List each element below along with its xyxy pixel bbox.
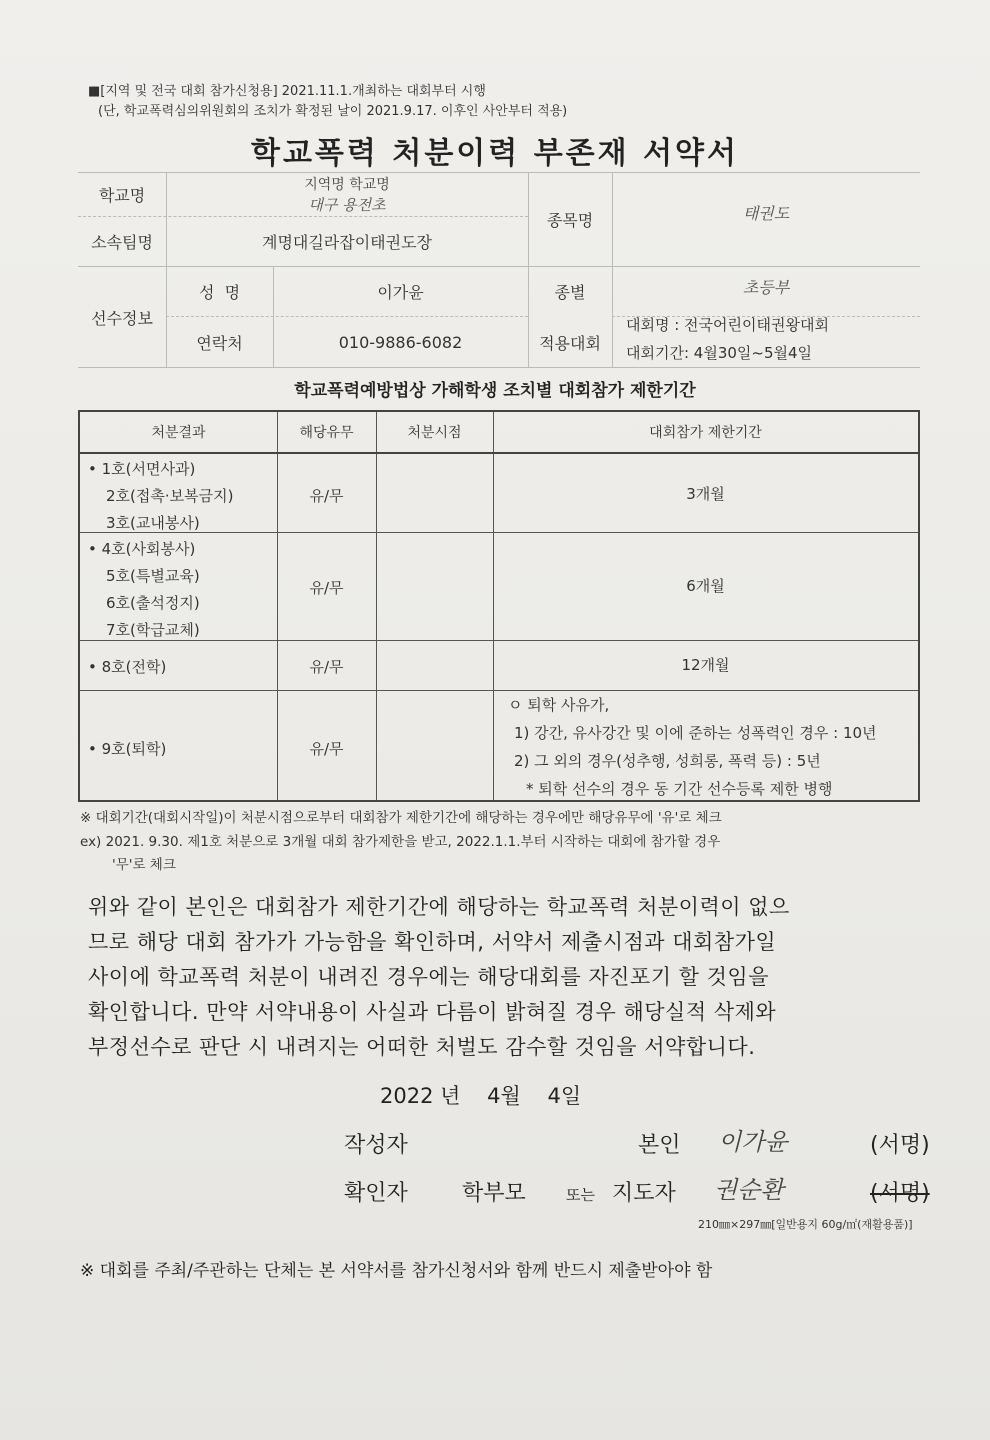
writer-label: 작성자 [344,1133,408,1158]
measure-item: • 9호(퇴학) [88,740,167,758]
competition-period: 대회기간: 4월30일~5월4일 [626,344,813,362]
self-label: 본인 [638,1133,681,1158]
pledge-paragraph [88,890,928,1065]
restriction-subtitle: 학교폭력예방법상 가해학생 조치별 대회참가 제한기간 [294,381,696,401]
header-line-2: (단, 학교폭력심의위원회의 조치가 확정된 날이 2021.9.17. 이후인 사안부터 적용) [98,104,568,119]
contact-label: 연락처 [196,333,243,353]
footer-note: ※ 대회를 주최/주관하는 단체는 본 서약서를 참가신청서와 함께 반드시 제출받아야 함 [80,1261,713,1281]
coach-sign-mark: (서명) [870,1181,930,1206]
row-divider [80,452,918,454]
team-label: 소속팀명 [91,232,153,252]
row-divider [80,640,918,641]
period-line: 2) 그 외의 경우(성추행, 성희롱, 폭력 등) : 5년 [514,752,821,770]
header-time: 처분시점 [407,425,462,441]
school-value: 대구 용전초 [308,196,386,214]
school-label: 학교명 [98,185,146,205]
measure-item: 2호(접촉·보복금지) [106,487,234,505]
divider [493,412,494,800]
measure-item: 3호(교내봉사) [106,514,200,532]
school-hint: 지역명 학교명 [304,177,390,193]
pledge-line: 부정선수로 판단 시 내려지는 어떠한 처벌도 감수할 것임을 서약합니다. [88,1035,756,1059]
coach-label: 지도자 [612,1181,676,1206]
applicable-value: 유/무 [309,487,344,505]
applicable-value: 유/무 [309,658,344,676]
measure-item: • 4호(사회봉사) [88,540,196,558]
divider [376,412,377,800]
restriction-table [78,410,920,802]
self-signature: 이가윤 [718,1128,788,1156]
applicable-value: 유/무 [309,579,344,597]
note-1: ※ 대회기간(대회시작일)이 처분시점으로부터 대회참가 제한기간에 해당하는 경우에만 해당유무에 '유'로 체크 [80,810,722,826]
name-label: 성 명 [198,282,241,302]
period-value: 12개월 [681,656,730,674]
measure-item: 6호(출석정지) [106,594,200,612]
pledge-line: 사이에 학교폭력 처분이 내려진 경우에는 해당대회를 자진포기 할 것임을 [88,965,769,989]
contact-value: 010-9886-6082 [338,332,463,352]
team-value: 계명대길라잡이태권도장 [261,232,433,252]
event-label: 종목명 [546,210,594,230]
header-applicable: 해당유무 [299,425,354,441]
measure-item: • 8호(전학) [88,658,167,676]
parent-label: 학부모 [462,1181,526,1206]
measure-item: 5호(특별교육) [106,567,200,585]
name-value: 이가윤 [377,282,424,302]
competition-name: 대회명 : 전국어린이태권왕대회 [626,316,829,334]
period-value: 6개월 [686,577,725,595]
period-line: 1) 강간, 유사강간 및 이에 준하는 성폭력인 경우 : 10년 [514,724,877,742]
note-2: ex) 2021. 9.30. 제1호 처분으로 3개월 대회 참가제한을 받고, 2022.1.1.부터 시작하는 대회에 참가할 경우 [80,834,721,850]
paper-spec: 210㎜×297㎜[일반용지 60g/㎡(재활용품)] [698,1218,913,1231]
period-line: ㅇ 퇴학 사유가, [508,696,610,714]
applicable-value: 유/무 [309,740,344,758]
note-3: '무'로 체크 [112,857,176,873]
header-result: 처분결과 [151,425,206,441]
row-divider [80,532,918,533]
event-value: 태권도 [742,203,790,223]
signing-date: 2022 년 4월 4일 [380,1084,582,1108]
division-label: 종별 [554,282,586,302]
period-value: 3개월 [686,485,725,503]
pledge-line: 므로 해당 대회 참가가 가능함을 확인하며, 서약서 제출시점과 대회참가일 [88,930,777,954]
or-label: 또는 [566,1186,595,1204]
division-value: 초등부 [742,277,790,297]
competition-label: 적용대회 [539,333,601,353]
measure-item: 7호(학급교체) [106,621,200,639]
header-line-1: ■[지역 및 전국 대회 참가신청용] 2021.11.1.개최하는 대회부터 시행 [88,84,486,99]
row-divider [80,690,918,691]
self-sign-mark: (서명) [870,1133,930,1158]
athlete-info-table [78,172,920,368]
pledge-line: 확인합니다. 만약 서약내용이 사실과 다름이 밝혀질 경우 해당실적 삭제와 [88,1000,777,1024]
pledge-line: 위와 같이 본인은 대회참가 제한기간에 해당하는 학교폭력 처분이력이 없으 [88,895,790,919]
period-line: * 퇴학 선수의 경우 동 기간 선수등록 제한 병행 [526,780,833,798]
athlete-label: 선수정보 [91,308,153,328]
confirmer-label: 확인자 [344,1181,408,1206]
coach-signature: 권순환 [714,1176,784,1204]
document-title: 학교폭력 처분이력 부존재 서약서 [250,136,740,171]
measure-item: • 1호(서면사과) [88,460,196,478]
header-period: 대회참가 제한기간 [649,425,762,441]
